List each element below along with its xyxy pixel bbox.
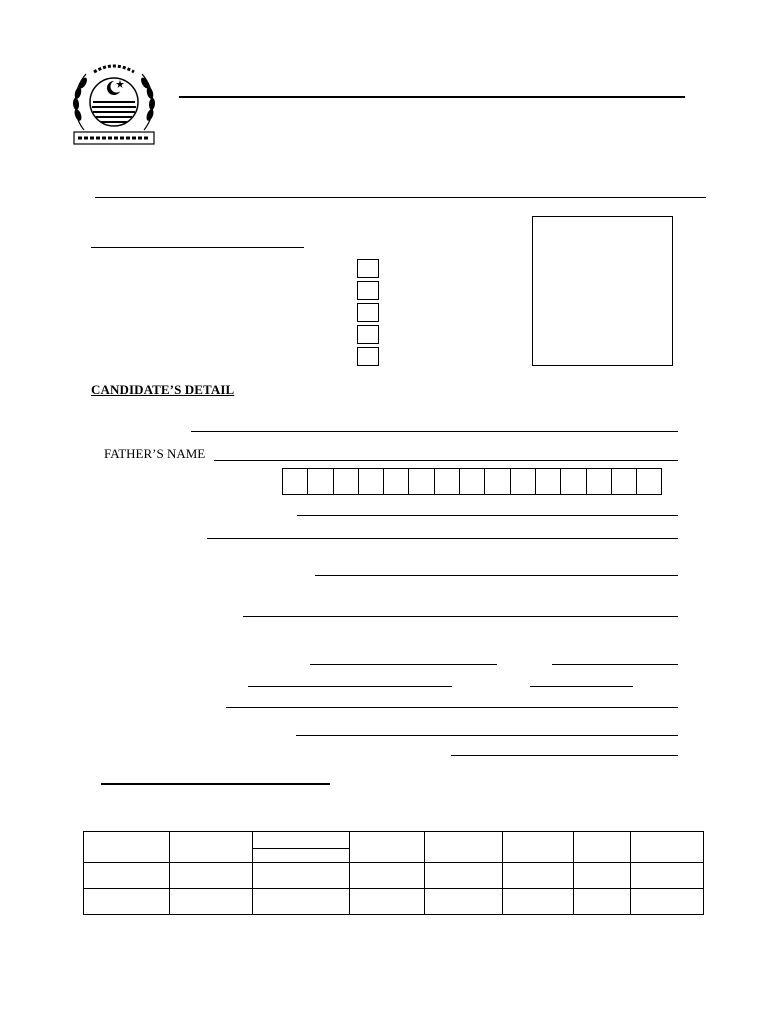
cnic-box[interactable] [308,469,333,494]
table-cell[interactable] [84,832,170,863]
field-line-9[interactable] [451,755,678,756]
cnic-box[interactable] [511,469,536,494]
table-cell[interactable] [84,889,170,915]
field-line-3[interactable] [315,575,678,576]
table-cell[interactable] [253,889,350,915]
table-cell[interactable] [574,832,631,863]
field-line-top-left[interactable] [91,247,304,248]
cnic-box[interactable] [587,469,612,494]
table-cell[interactable] [503,889,574,915]
emblem-logo [70,60,158,150]
field-line-1[interactable] [297,515,678,516]
qualification-table [83,831,704,915]
option-checkbox-2[interactable] [357,281,379,300]
cnic-box[interactable] [283,469,308,494]
table-cell[interactable] [574,863,631,889]
table-row [84,863,704,889]
fathers-name-line[interactable] [214,460,678,461]
table-cell[interactable] [631,863,704,889]
table-cell[interactable] [350,832,425,863]
table-cell[interactable] [631,832,704,863]
cnic-box[interactable] [460,469,485,494]
table-header-row [84,832,704,863]
field-line-8[interactable] [296,735,678,736]
cnic-box[interactable] [561,469,586,494]
section-heading-line [101,783,330,785]
field-line-6a[interactable] [248,686,452,687]
table-cell[interactable] [574,889,631,915]
option-checkbox-5[interactable] [357,347,379,366]
cnic-box[interactable] [359,469,384,494]
option-checkbox-1[interactable] [357,259,379,278]
punjab-emblem-icon [70,60,158,150]
table-cell[interactable] [425,863,503,889]
section-divider [95,197,706,198]
table-cell[interactable] [170,863,253,889]
option-checkbox-4[interactable] [357,325,379,344]
field-line-4[interactable] [243,616,678,617]
table-cell[interactable] [425,832,503,863]
table-cell[interactable] [631,889,704,915]
cnic-box[interactable] [485,469,510,494]
field-line-5b[interactable] [552,664,678,665]
cnic-box[interactable] [612,469,637,494]
cnic-box[interactable] [536,469,561,494]
photo-box [532,216,673,366]
candidate-name-line[interactable] [191,431,678,432]
table-cell[interactable] [253,863,350,889]
option-checkbox-3[interactable] [357,303,379,322]
field-line-7[interactable] [226,707,678,708]
table-cell[interactable] [503,832,574,863]
table-cell[interactable] [84,863,170,889]
table-cell[interactable] [170,889,253,915]
cnic-box[interactable] [637,469,662,494]
cnic-box[interactable] [384,469,409,494]
candidate-detail-heading: CANDIDATE’S DETAIL [91,382,235,397]
table-cell[interactable] [170,832,253,863]
table-row [84,889,704,915]
cnic-box[interactable] [409,469,434,494]
cnic-box[interactable] [435,469,460,494]
field-line-5a[interactable] [310,664,497,665]
table-cell[interactable] [350,889,425,915]
cnic-boxes[interactable] [282,468,662,495]
field-line-2[interactable] [207,538,678,539]
cnic-box[interactable] [334,469,359,494]
fathers-name-label: FATHER’S NAME [104,446,206,461]
table-cell[interactable] [425,889,503,915]
table-cell[interactable] [503,863,574,889]
table-cell[interactable] [350,863,425,889]
table-cell-split[interactable] [253,832,350,863]
field-line-6b[interactable] [530,686,633,687]
title-line [179,96,685,98]
